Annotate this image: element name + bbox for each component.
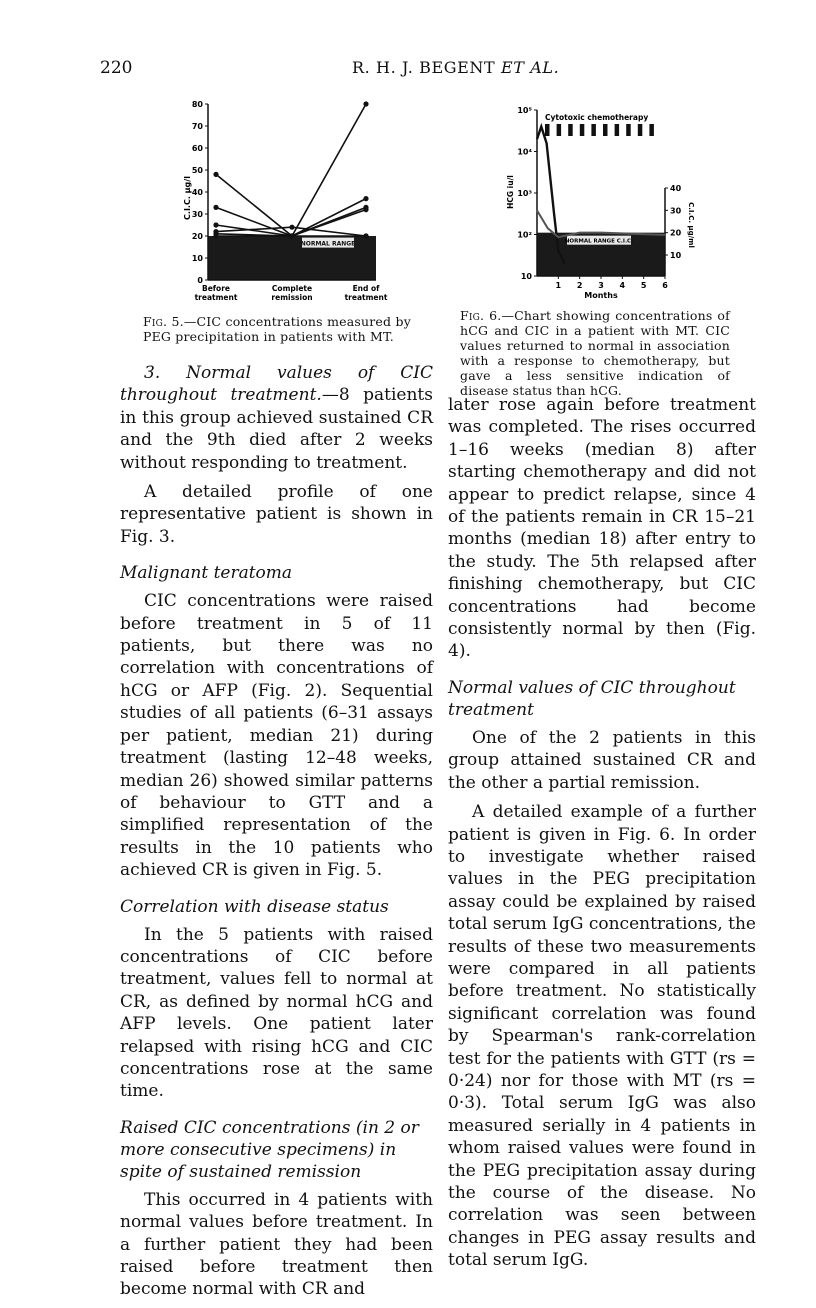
y-tick-label: 50 — [191, 166, 203, 175]
x-tick-label: 6 — [662, 281, 668, 290]
left-y-tick-label: 10⁴ — [517, 147, 532, 157]
chemo-pulse — [603, 124, 608, 136]
figure-6-caption-text: —Chart showing concentrations of hCG and CIC in a patient with MT. CIC values returned to normal in association with a response to chemotherapy, but gave a less sensitive indication of disease status than hCG. — [460, 308, 730, 398]
figure-5-caption-label: Fig. 5. — [143, 314, 184, 329]
paragraph-correlation: In the 5 patients with raised concentrations of CIC before treatment, values fell to normal at CR, as defined by normal hCG and AFP levels. One patient later relapsed with rising hCG and CIC concentrations rose at the same time. — [120, 924, 433, 1102]
page-number: 220 — [100, 58, 133, 78]
running-header-et-al: ET AL. — [500, 58, 560, 77]
running-header — [352, 58, 559, 77]
y-tick-label: 70 — [191, 122, 203, 131]
paragraph-cic-raised: CIC concentrations were raised before treatment in 5 of 11 patients, but there was no correlation with concentrations of hCG or AFP (Fig. 2). Sequential studies of all patients (6–31 assays per patient, median 21) during treatment (lasting 12–48 weeks, median 26) showed similar patterns of behaviour to GTT and a simplified representation of the results in the 10 patients who achieved CR is given in Fig. 5. — [120, 591, 433, 881]
paragraph-normal-values-mt: One of the 2 patients in this group attained sustained CR and the other a partial remission. — [448, 727, 756, 793]
y-axis-title: C.I.C. µg/l — [183, 176, 192, 220]
x-category-label: Before treatment — [194, 284, 238, 302]
figure-5-caption-text: —CIC concentrations measured by PEG precipitation in patients with MT. — [143, 314, 411, 344]
chemo-pulse — [626, 124, 631, 136]
data-point — [289, 225, 294, 230]
paragraph-fig6-example: A detailed example of a further patient is given in Fig. 6. In order to investigate whether raised values in the PEG precipitation assay could be explained by raised total serum IgG concentrations, the results of these two measurements were compared in all patients before treatment. No statistically significant correlation was found by Spearman's rank-correlation test for the patients with GTT (rs = 0·24) nor for those with MT (rs = 0·3). Total serum IgG was also measured serially in 4 patients in whom raised values were found in the PEG precipitation assay during the course of the disease. No correlation was seen between changes in PEG assay results and total serum IgG. — [448, 802, 756, 1271]
left-y-tick-label: 10² — [517, 230, 532, 240]
right-column — [448, 394, 756, 1279]
y-tick-label: 40 — [191, 188, 203, 197]
left-y-tick-label: 10 — [520, 272, 532, 281]
figure-6-chart — [505, 100, 695, 302]
left-y-axis-title: HCG iu/l — [506, 175, 515, 209]
x-tick-label: 4 — [619, 281, 626, 290]
data-point — [363, 233, 368, 238]
data-point — [363, 207, 368, 212]
chemo-pulse — [580, 124, 585, 136]
data-point — [213, 172, 218, 177]
section-heading-raised-cic: Raised CIC concentrations (in 2 or more consecutive specimens) in spite of sustained remission — [120, 1117, 419, 1182]
x-tick-label: 5 — [640, 281, 647, 290]
x-tick-label: 1 — [555, 281, 562, 290]
chemo-label: Cytotoxic chemotherapy — [545, 113, 649, 122]
paragraph-heading-inline: 3. Normal values of CIC throughout treatment. — [120, 363, 433, 406]
normal-range-label: NORMAL RANGE — [300, 240, 356, 248]
chemo-pulse — [557, 124, 562, 136]
chemo-pulse — [615, 124, 620, 136]
left-column — [120, 362, 433, 1308]
running-header-authors: R. H. J. BEGENT — [352, 58, 496, 77]
x-tick-label: 3 — [598, 281, 604, 290]
x-axis-title: Months — [584, 291, 618, 300]
paragraph-continued: later rose again before treatment was completed. The rises occurred 1–16 weeks (median 8) after starting chemotherapy and did not appear to predict relapse, since 4 of the patients remain in CR 15–21 months (median 18) after entry to the study. The 5th relapsed after finishing chemotherapy, but CIC concentrations had become consistently normal by then (Fig. 4). — [448, 395, 756, 662]
paragraph-raised-cic: This occurred in 4 patients with normal values before treatment. In a further patient they had been raised before treatment then become normal with CR and — [120, 1189, 433, 1300]
normal-range-label: NORMAL RANGE C.I.C. — [564, 238, 634, 245]
chemo-pulse — [649, 124, 654, 136]
right-y-tick-label: 10 — [670, 251, 682, 260]
figure-6-caption — [460, 308, 730, 398]
paragraph-profile: A detailed profile of one representative patient is shown in Fig. 3. — [120, 482, 433, 547]
series-line-p5 — [216, 210, 366, 236]
left-y-tick-label: 10³ — [517, 189, 532, 198]
y-tick-label: 60 — [191, 144, 203, 153]
data-point — [213, 222, 218, 227]
y-tick-label: 80 — [191, 100, 203, 109]
right-y-axis-title: C.I.C. µg/ml — [687, 202, 695, 248]
figure-5-chart — [180, 98, 390, 304]
section-heading-malignant-teratoma: Malignant teratoma — [120, 563, 293, 584]
y-tick-label: 10 — [191, 254, 203, 263]
chemo-pulse — [591, 124, 596, 136]
figure-6-caption-label: Fig. 6. — [460, 308, 502, 323]
chemo-pulse — [638, 124, 643, 136]
right-y-tick-label: 40 — [670, 184, 682, 193]
y-tick-label: 20 — [191, 232, 203, 241]
data-point — [363, 101, 368, 106]
data-point — [213, 205, 218, 210]
paragraph-normal-values-gtt — [120, 362, 433, 474]
right-y-tick-label: 30 — [670, 206, 682, 216]
left-y-tick-label: 10⁵ — [517, 106, 532, 115]
data-point — [363, 196, 368, 201]
right-y-tick-label: 20 — [670, 228, 682, 238]
chemo-pulse — [545, 124, 550, 136]
series-line-p3 — [216, 207, 366, 236]
y-tick-label: 30 — [191, 210, 203, 219]
data-point — [289, 233, 294, 238]
data-point — [213, 233, 218, 238]
paragraph-text: —8 patients in this group achieved sustained CR and the 9th died after 2 weeks without responding to treatment. — [120, 385, 433, 473]
section-heading-normal-values-mt: Normal values of CIC throughout treatment — [448, 677, 736, 720]
x-category-label: Complete remission — [271, 284, 313, 302]
chemo-pulse — [568, 124, 573, 136]
section-heading-correlation: Correlation with disease status — [120, 896, 389, 917]
x-tick-label: 2 — [576, 281, 583, 290]
figure-5-caption — [143, 314, 411, 344]
x-category-label: End of treatment — [344, 284, 388, 302]
y-tick-label: 0 — [197, 276, 203, 285]
